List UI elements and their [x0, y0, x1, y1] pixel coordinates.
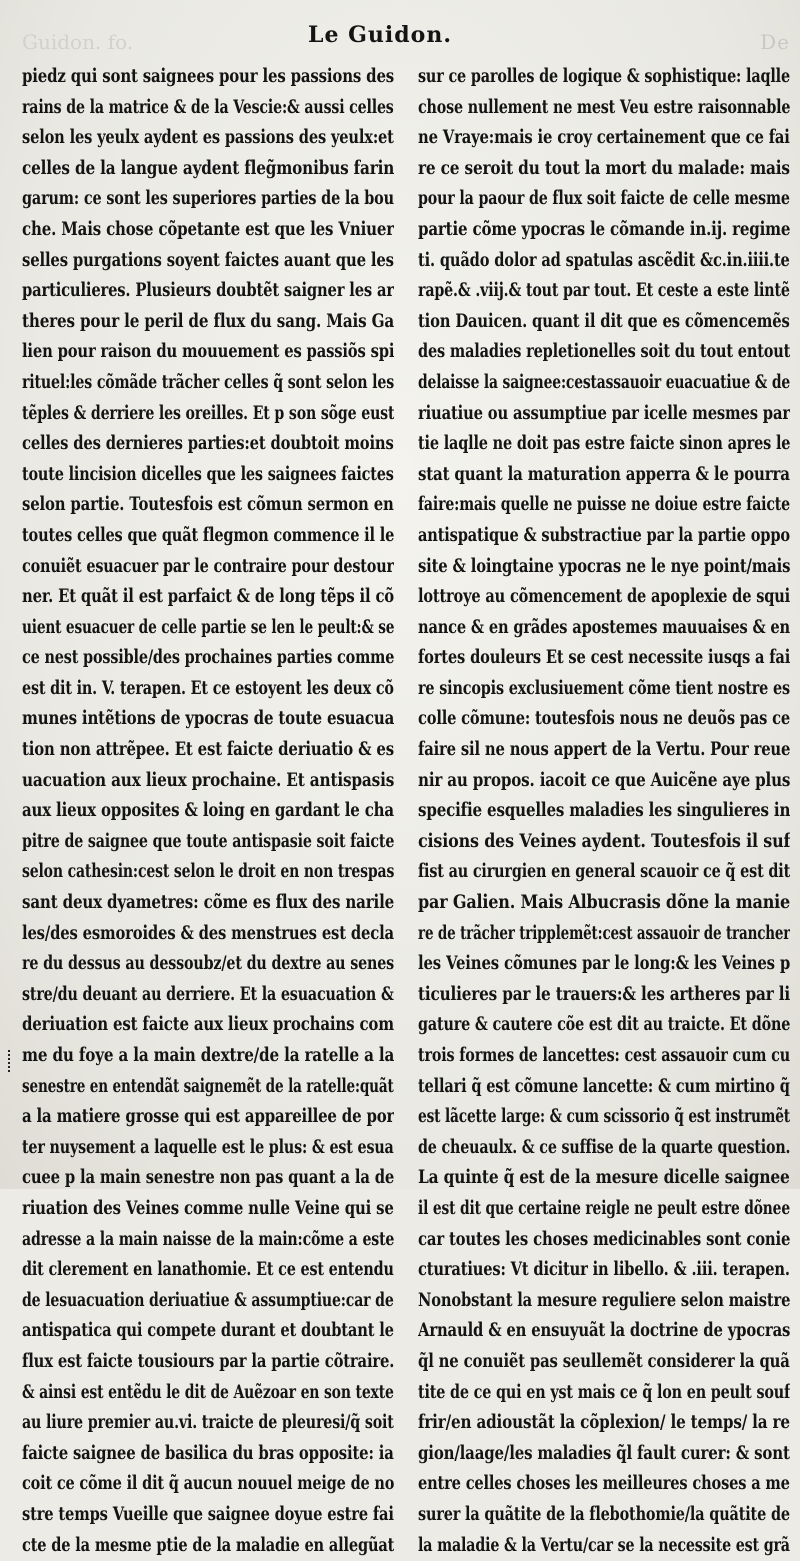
text-line: toute lincision dicelles que les saignees faictes: [22, 460, 394, 491]
text-line: tie laqlle ne doit pas estre faicte sinon apres le: [418, 429, 790, 460]
text-line: selles purgations soyent faictes auant que les: [22, 246, 394, 277]
text-line: stre/du deuant au derriere. Et la esuacuation &: [22, 980, 394, 1011]
text-line: piedz qui sont saignees pour les passions des: [22, 62, 394, 93]
text-line: la maladie & la Vertu/car se la necessite est grã: [418, 1531, 790, 1561]
text-line: est dit in. V. terapen. Et ce estoyent les deux cõ: [22, 674, 394, 705]
text-line: tion non attrẽpee. Et est faicte deriuatio & es: [22, 735, 394, 766]
text-line: antispatique & substractiue par la partie oppo: [418, 521, 790, 552]
text-line: delaisse la saignee:cestassauoir euacuatiue & de: [418, 368, 790, 399]
text-line: fist au cirurgien en general scauoir ce q̃ est dit: [418, 857, 790, 888]
text-line: au liure premier au.vi. traicte de pleuresi/q̃ soit: [22, 1408, 394, 1439]
left-text-column: [22, 62, 394, 1561]
text-line: ce nest possible/des prochaines parties comme: [22, 643, 394, 674]
text-line: riuation des Veines comme nulle Veine qui se: [22, 1194, 394, 1225]
text-line: les/des esmoroides & des menstrues est decla: [22, 919, 394, 950]
text-line: selon les yeulx aydent es passions des yeulx:et: [22, 123, 394, 154]
text-line: il est dit que certaine reigle ne peult estre dõnee: [418, 1194, 790, 1225]
text-line: ner. Et quãt il est parfaict & de long tẽps il cõ: [22, 582, 394, 613]
text-line: particulieres. Plusieurs doubtẽt saigner les ar: [22, 276, 394, 307]
text-line: site & loingtaine ypocras ne le nye point/mais: [418, 552, 790, 583]
text-line: theres pour le peril de flux du sang. Mais Ga: [22, 307, 394, 338]
text-line: gion/laage/les maladies q̃l fault curer: & sont: [418, 1439, 790, 1470]
text-line: uient esuacuer de celle partie se len le peult:& se: [22, 613, 394, 644]
text-line: colle cõmune: toutesfois nous ne deuõs pas ce: [418, 704, 790, 735]
text-line: ti. quãdo dolor ad spatulas ascẽdit &c.in.iiii.te: [418, 246, 790, 277]
text-line: Arnauld & en ensuyuãt la doctrine de ypocras: [418, 1316, 790, 1347]
text-line: flux est faicte tousiours par la partie cõtraire.: [22, 1347, 394, 1378]
text-line: ticulieres par le trauers:& les artheres par li: [418, 980, 790, 1011]
text-line: des maladies repletionelles soit du tout entout: [418, 337, 790, 368]
text-line: rituel:les cõmãde trãcher celles q̃ sont selon les: [22, 368, 394, 399]
right-text-column: [418, 62, 790, 1561]
text-line: faicte saignee de basilica du bras opposite: ia: [22, 1439, 394, 1470]
text-line: cisions des Veines aydent. Toutesfois il suf: [418, 827, 790, 858]
text-line: nir au propos. iacoit ce que Auicẽne aye plus: [418, 766, 790, 797]
text-line: munes intẽtions de ypocras de toute esuacua: [22, 704, 394, 735]
text-line: re ce seroit du tout la mort du malade: mais: [418, 154, 790, 185]
text-line: est lãcette large: & cum scissorio q̃ est instrumẽt: [418, 1102, 790, 1133]
text-line: toutes celles que quãt flegmon commence il le: [22, 521, 394, 552]
text-line: ne Vraye:mais ie croy certainement que ce fai: [418, 123, 790, 154]
text-line: La quinte q̃ est de la mesure dicelle saignee: [418, 1163, 790, 1194]
text-line: cte de la mesme ptie de la maladie en allegũat: [22, 1531, 394, 1561]
text-line: lien pour raison du mouuement es passiõs spi: [22, 337, 394, 368]
text-line: tite de ce qui en yst mais ce q̃ lon en peult souf: [418, 1378, 790, 1409]
text-line: celles des dernieres parties:et doubtoit moins: [22, 429, 394, 460]
text-line: sant deux dyametres: cõme es flux des narile: [22, 888, 394, 919]
text-line: che. Mais chose cõpetante est que les Vniuer: [22, 215, 394, 246]
text-line: q̃l ne conuiẽt pas seullemẽt considerer la quã: [418, 1347, 790, 1378]
text-line: de lesuacuation deriuatiue & assumptiue:car de: [22, 1286, 394, 1317]
text-line: fortes douleurs Et se cest necessite iusqs a fai: [418, 643, 790, 674]
text-line: nance & en grãdes apostemes mauuaises & en: [418, 613, 790, 644]
text-line: & ainsi est entẽdu le dit de Auẽzoar en son texte: [22, 1378, 394, 1409]
text-line: coit ce cõme il dit q̃ aucun nouuel meige de no: [22, 1469, 394, 1500]
text-line: re du dessus au dessoubz/et du dextre au senes: [22, 949, 394, 980]
text-line: cuee p la main senestre non pas quant a la de: [22, 1163, 394, 1194]
text-line: par Galien. Mais Albucrasis dõne la manie: [418, 888, 790, 919]
text-line: faire sil ne nous appert de la Vertu. Pour reue: [418, 735, 790, 766]
text-line: Nonobstant la mesure reguliere selon maistre: [418, 1286, 790, 1317]
text-line: pitre de saignee que toute antispasie soit faicte: [22, 827, 394, 858]
text-line: lottroye au cõmencement de apoplexie de squi: [418, 582, 790, 613]
text-line: stat quant la maturation apperra & le pourra: [418, 460, 790, 491]
margin-mark: [8, 1050, 14, 1072]
text-line: garum: ce sont les superiores parties de la bou: [22, 184, 394, 215]
text-line: antispatica qui compete durant et doubtant le: [22, 1316, 394, 1347]
text-line: sur ce parolles de logique & sophistique: laqlle: [418, 62, 790, 93]
text-line: stre temps Vueille que saignee doyue estre fai: [22, 1500, 394, 1531]
text-line: tion Dauicen. quant il dit que es cõmencemẽs: [418, 307, 790, 338]
text-line: a la matiere grosse qui est appareillee de por: [22, 1102, 394, 1133]
text-line: aux lieux opposites & loing en gardant le cha: [22, 796, 394, 827]
text-line: deriuation est faicte aux lieux prochains com: [22, 1010, 394, 1041]
text-line: me du foye a la main dextre/de la ratelle a la: [22, 1041, 394, 1072]
text-line: pour la paour de flux soit faicte de celle mesme: [418, 184, 790, 215]
text-line: tellari q̃ est cõmune lancette: & cum mirtino q̃: [418, 1072, 790, 1103]
text-line: frir/en adioustãt la cõplexion/ le temps/ la re: [418, 1408, 790, 1439]
text-line: adresse a la main naisse de la main:cõme a este: [22, 1225, 394, 1256]
text-line: dit clerement en lanathomie. Et ce est entendu: [22, 1255, 394, 1286]
text-line: gature & cautere cõe est dit au traicte. Et dõne: [418, 1010, 790, 1041]
text-line: chose nullement ne mest Veu estre raisonnable: [418, 93, 790, 124]
text-line: re de trãcher tripplemẽt:cest assauoir de trancher: [418, 919, 790, 950]
text-line: trois formes de lancettes: cest assauoir cum cu: [418, 1041, 790, 1072]
text-line: selon cathesin:cest selon le droit en non trespas: [22, 857, 394, 888]
text-line: specifie esquelles maladies les singulieres in: [418, 796, 790, 827]
text-line: entre celles choses les meilleures choses a me: [418, 1469, 790, 1500]
text-line: re sincopis exclusiuement cõme tient nostre es: [418, 674, 790, 705]
text-line: selon partie. Toutesfois est cõmun sermon en: [22, 490, 394, 521]
text-line: les Veines cõmunes par le long:& les Veines p: [418, 949, 790, 980]
text-line: de cheuaulx. & ce suffise de la quarte question.: [418, 1133, 790, 1164]
bleed-through-text-right: De: [760, 30, 790, 54]
running-title: Le Guidon.: [0, 22, 760, 48]
text-line: uacuation aux lieux prochaine. Et antispasis: [22, 766, 394, 797]
text-line: faire:mais quelle ne puisse ne doiue estre faicte: [418, 490, 790, 521]
text-line: rapẽ.& .viij.& tout par tout. Et ceste a este lintẽ: [418, 276, 790, 307]
text-line: tẽples & derriere les oreilles. Et p son sõge eust: [22, 399, 394, 430]
text-line: conuiẽt esuacuer par le contraire pour destour: [22, 552, 394, 583]
text-line: celles de la langue aydent fleg̃monibus farin: [22, 154, 394, 185]
text-line: car toutes les choses medicinables sont conie: [418, 1225, 790, 1256]
text-line: senestre en entendãt saignemẽt de la ratelle:quãt: [22, 1072, 394, 1103]
text-line: rains de la matrice & de la Vescie:& aussi celles: [22, 93, 394, 124]
text-line: surer la quãtite de la flebothomie/la quãtite de: [418, 1500, 790, 1531]
text-line: ter nuysement a laquelle est le plus: & est esua: [22, 1133, 394, 1164]
bleed-through-text-left: Guidon. fo.: [22, 30, 133, 54]
text-line: partie cõme ypocras le cõmande in.ij. regime: [418, 215, 790, 246]
text-line: riuatiue ou assumptiue par icelle mesmes par: [418, 399, 790, 430]
text-line: cturatiues: Vt dicitur in libello. & .iii. terapen.: [418, 1255, 790, 1286]
